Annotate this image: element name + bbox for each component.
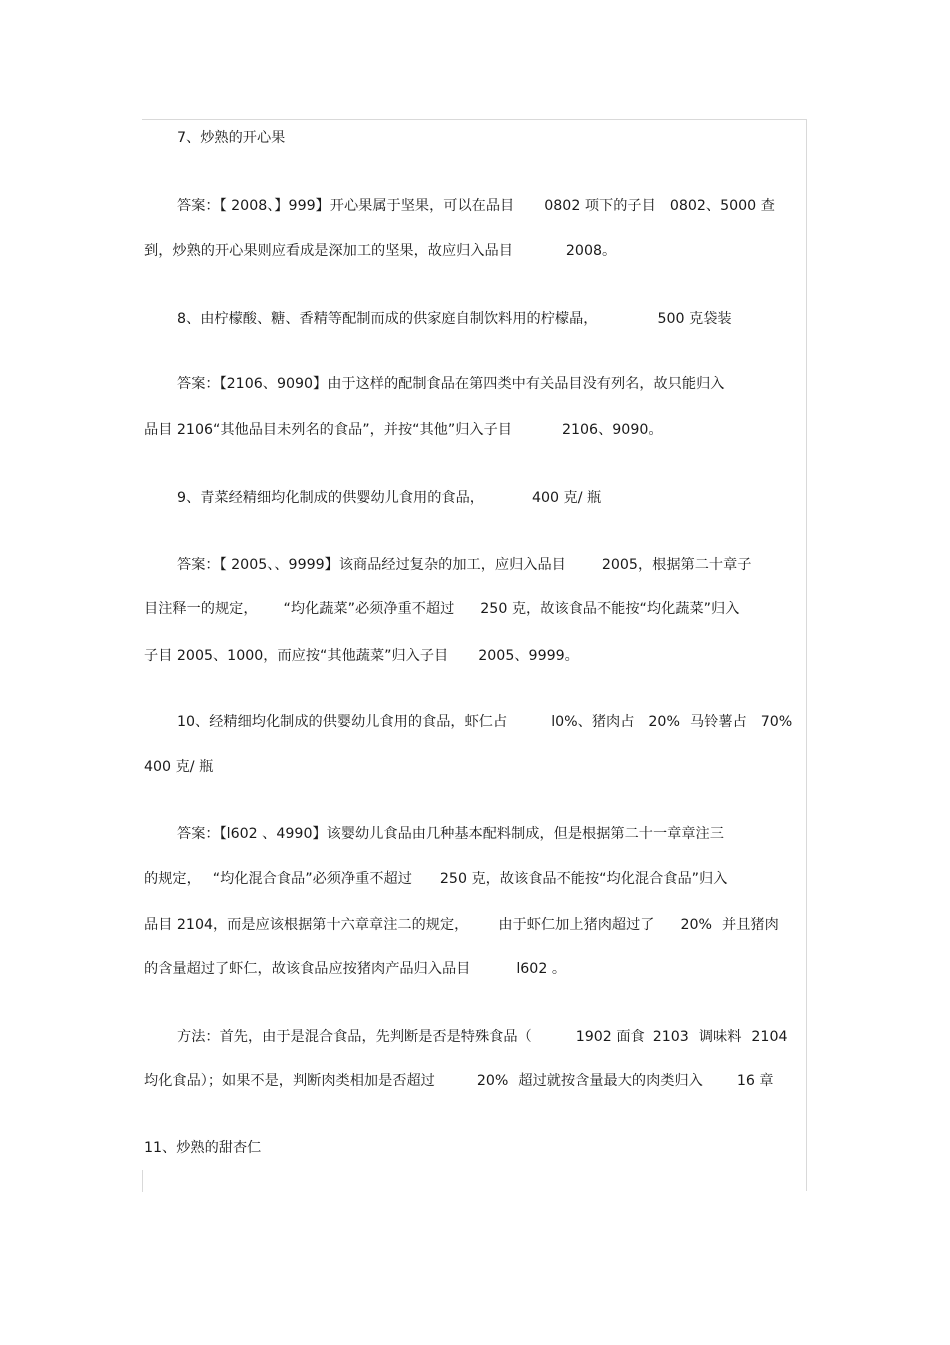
text-span: 2106、9090。 bbox=[561, 422, 663, 438]
text-span: 超过就按含量最大的肉类归入 bbox=[518, 1073, 703, 1089]
text-span: l0%、猪肉占 bbox=[551, 714, 635, 730]
answer-8-line-1 bbox=[144, 373, 808, 395]
text-span: 20% bbox=[648, 714, 680, 730]
answer-10-line-4 bbox=[144, 958, 808, 980]
answer-10-line-2 bbox=[144, 868, 808, 890]
text-span: 目注释一的规定， bbox=[144, 601, 258, 617]
text-span: 2008。 bbox=[565, 243, 617, 259]
answer-9-line-1 bbox=[144, 554, 808, 576]
text-span: 子目 2005、1000，而应按“其他蔬菜”归入子目 bbox=[144, 648, 449, 664]
answer-8-line-2 bbox=[144, 419, 808, 441]
text-span: 答案：【 2005、、9999】该商品经过复杂的加工，应归入品目 bbox=[177, 557, 566, 573]
text-span: 9、青菜经精细均化制成的供婴幼儿食用的食品， bbox=[177, 490, 484, 506]
answer-10-line-1 bbox=[144, 823, 808, 845]
answer-10-line-3 bbox=[144, 914, 808, 936]
text-span: 70% bbox=[760, 714, 793, 730]
method-line-1 bbox=[144, 1026, 808, 1048]
method-line-2 bbox=[144, 1070, 808, 1092]
question-10-line-2 bbox=[144, 756, 808, 778]
text-span: 答案：【l602 、4990】该婴幼儿食品由几种基本配料制成，但是根据第二十一章章注三 bbox=[177, 826, 724, 842]
text-span: 16 章 bbox=[736, 1073, 774, 1089]
text-span: 1902 面食 bbox=[575, 1029, 645, 1045]
answer-9-line-2 bbox=[144, 598, 808, 620]
text-span: 答案：【 2008、】999】开心果属于坚果，可以在品目 bbox=[177, 198, 515, 214]
text-span: 马铃薯占 bbox=[689, 714, 747, 730]
text-span: 0802 项下的子目 bbox=[544, 198, 656, 214]
text-span: “均化混合食品”必须净重不超过 bbox=[212, 871, 412, 887]
text-span: 2005，根据第二十章子 bbox=[601, 557, 752, 573]
question-9 bbox=[144, 487, 808, 509]
text-span: l602 。 bbox=[516, 961, 567, 977]
text-span: 方法：首先，由于是混合食品，先判断是否是特殊食品（ bbox=[177, 1029, 532, 1045]
text-span: 并且猪肉 bbox=[722, 917, 779, 933]
answer-7-line-1 bbox=[144, 195, 808, 217]
text-span: 到，炒熟的开心果则应看成是深加工的坚果，故应归入品目 bbox=[144, 243, 513, 259]
text-span: 的含量超过了虾仁，故该食品应按猪肉产品归入品目 bbox=[144, 961, 471, 977]
text-span: 8、由柠檬酸、糖、香精等配制而成的供家庭自制饮料用的柠檬晶， bbox=[177, 311, 598, 327]
text-span: 250 克，故该食品不能按“均化混合食品”归入 bbox=[439, 871, 728, 887]
text-span: 250 克，故该食品不能按“均化蔬菜”归入 bbox=[480, 601, 740, 617]
text-span: 由于虾仁加上猪肉超过了 bbox=[498, 917, 655, 933]
text-span: 均化食品）；如果不是，判断肉类相加是否超过 bbox=[144, 1073, 435, 1089]
text-span: 20% bbox=[476, 1073, 509, 1089]
text-span: 调味料 bbox=[698, 1029, 742, 1045]
answer-7-line-2 bbox=[144, 240, 808, 262]
page-frame-top bbox=[142, 119, 807, 120]
text-span: 0802、5000 查 bbox=[669, 198, 775, 214]
text-span: 10、经精细均化制成的供婴幼儿食用的食品，虾仁占 bbox=[177, 714, 508, 730]
text-span: 20% bbox=[680, 917, 712, 933]
text-span: 11、炒熟的甜杏仁 bbox=[144, 1140, 262, 1156]
text-span: 品目 2104，而是应该根据第十六章章注二的规定， bbox=[144, 917, 469, 933]
answer-9-line-3 bbox=[144, 645, 808, 667]
text-span: “均化蔬菜”必须净重不超过 bbox=[283, 601, 455, 617]
text-span: 2103 bbox=[652, 1029, 689, 1045]
question-11 bbox=[144, 1137, 808, 1159]
question-10-line-1 bbox=[144, 711, 808, 733]
question-7 bbox=[144, 127, 808, 149]
text-span: 400 克/ 瓶 bbox=[531, 490, 602, 506]
text-span: 2104 bbox=[751, 1029, 788, 1045]
text-span: 400 克/ 瓶 bbox=[144, 759, 214, 775]
text-span: 7、炒熟的开心果 bbox=[177, 130, 286, 146]
text-span: 答案：【2106、9090】由于这样的配制食品在第四类中有关品目没有列名，故只能归入 bbox=[177, 376, 725, 392]
text-span: 品目 2106“其他品目未列名的食品”，并按“其他”归入子目 bbox=[144, 422, 512, 438]
text-span: 500 克袋装 bbox=[657, 311, 732, 327]
page-frame-left bbox=[142, 1170, 143, 1192]
question-8 bbox=[144, 308, 808, 330]
text-span: 的规定， bbox=[144, 871, 201, 887]
text-span: 2005、9999。 bbox=[478, 648, 579, 664]
